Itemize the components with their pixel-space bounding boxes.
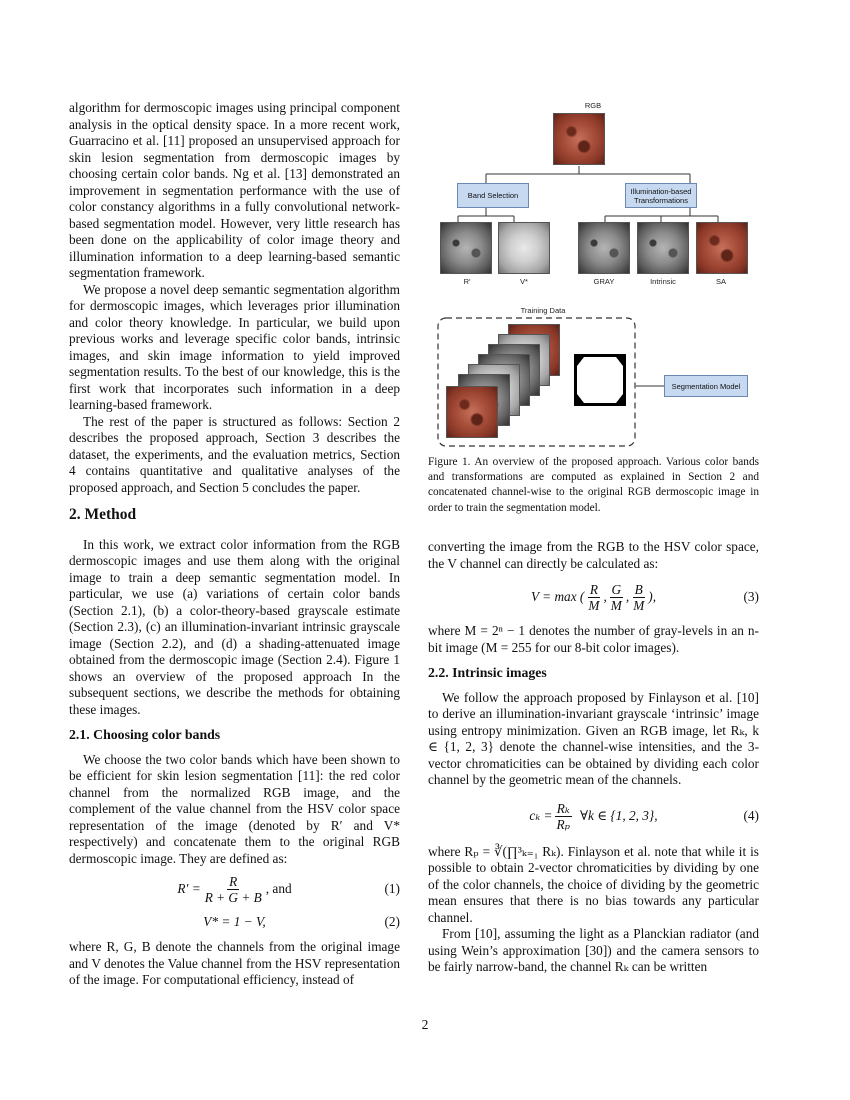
equation-4: cₖ = $\frac{\text{Rₖ}}{\text{Rₚ}}$ ∀k ∈ {1, 2, 3}, (4)	[529, 800, 759, 832]
paragraph: We propose a novel deep semantic segmentation algorithm for dermoscopic images, which leverages prior illumination and color theory knowledge. In particular, we build upon previous works and leverage specific color bands, intrinsic images, and skin image information to yield improved segmentation results. To the best of our knowledge, this is the first work that incorporates such information in a deep learning-based framework.	[69, 281, 400, 412]
equation-number: (3)	[743, 589, 759, 605]
rgb-label: RGB	[584, 101, 602, 110]
equation-number: (4)	[743, 807, 759, 823]
paragraph: We follow the approach proposed by Finlayson et al. [10] to derive an illumination-invariant grayscale ‘intrinsic’ image using entropy minimization. Given an RGB image, let Rₖ, k ∈ {1, 2, 3} denote the channel-wise intensities, and the 3-vector chromaticities can be obtained by dividing each color channel by the geometric mean of the channels.	[428, 689, 759, 787]
right-column	[428, 539, 759, 976]
left-column	[69, 100, 400, 989]
paragraph: algorithm for dermoscopic images using principal component analysis in the optical density space. In a more recent work, Guarracino et al. [11] proposed an unsupervised approach for skin lesion segmentation from dermoscopic images by choosing certain color bands. Ng et al. [13] demonstrated an improvement in segmentation performance with the use of color constancy algorithms in a fully convolutional network-based segmentation model. However, very little research has been done on the applicability of color image theory and illumination information to a deep learning-based semantic segmentation framework.	[69, 100, 400, 280]
sa-image	[696, 222, 748, 274]
label-gray: GRAY	[593, 277, 615, 286]
paragraph: where Rₚ = ∛(∏³ₖ₌₁ Rₖ). Finlayson et al. note that while it is possible to obtain 2-vector chromaticities by dividing by one of the color channels, the choice of dividing by the geometric mean ensures that there is no bias towards any particular channel.	[428, 843, 759, 925]
equation-number: (2)	[384, 913, 400, 929]
band-selection-box: Band Selection	[457, 183, 529, 208]
paragraph: In this work, we extract color information from the RGB dermoscopic images and use them along with the original image to train a deep semantic segmentation model. In particular, we use (a) variations of certain color bands (Section 2.1), (b) a color-theory-based grayscale estimate (Section 2.3), (c) an illumination-invariant intrinsic grayscale image (Section 2.2), and (d) a shading-attenuated image obtained from the dermoscopic image (Section 2.4). Figure 1 shows an overview of the proposed approach In the subsequent sections, we describe the methods for obtaining these images.	[69, 536, 400, 717]
stack-image	[446, 386, 498, 438]
illumination-transformations-box: Illumination-based Transformations	[625, 183, 697, 208]
equation-number: (1)	[384, 881, 400, 897]
paragraph: We choose the two color bands which have been shown to be efficient for skin lesion segmentation [11]: the red color channel from the normalized RGB image, and the complement of the value channel from the HSV color space representation of the image (denoted by R′ and V* respectively) and concatenate them to the original RGB dermoscopic image. They are defined as:	[69, 751, 400, 866]
training-data-label: Training Data	[520, 306, 566, 315]
v-star-image	[498, 222, 550, 274]
label-v-star: V*	[520, 277, 528, 286]
paragraph: From [10], assuming the light as a Planckian radiator (and using Wein’s approximation [30]) and the camera sensors to be fairly narrow-band, the channel Rₖ can be written	[428, 926, 759, 974]
label-r-prime: R′	[463, 277, 471, 286]
paragraph: converting the image from the RGB to the HSV color space, the V channel can directly be calculated as:	[428, 539, 759, 571]
figure-1	[428, 96, 759, 456]
paragraph: The rest of the paper is structured as follows: Section 2 describes the proposed approach, Section 3 describes the dataset, the experiments, and the evaluation metrics, Section 4 contains quantitative and qualitative analyses of the proposed approach, and Section 5 concludes the paper.	[69, 413, 400, 495]
label-intrinsic: Intrinsic	[650, 277, 676, 286]
intrinsic-image	[637, 222, 689, 274]
figure-caption: Figure 1. An overview of the proposed approach. Various color bands and transformations are computed as explained in Section 2 and concatenated channel-wise to the original RGB dermoscopic image in order to train the segmentation model.	[428, 456, 759, 514]
r-prime-image	[440, 222, 492, 274]
equation-3: V = max ( $\frac{R}{M}$ , $\frac{G}{M}$ , $\frac{B}{M}$ ), (3)	[530, 582, 759, 613]
gray-image	[578, 222, 630, 274]
subsection-heading: 2.2. Intrinsic images	[428, 665, 547, 680]
segmentation-model-box: Segmentation Model	[664, 375, 748, 397]
segmentation-mask	[574, 354, 626, 406]
paragraph: where M = 2ⁿ − 1 denotes the number of gray-levels in an n-bit image (M = 255 for our 8-bit color images).	[428, 623, 759, 655]
page-number: 2	[421, 1017, 429, 1032]
subsection-heading: 2.1. Choosing color bands	[69, 727, 221, 742]
label-sa: SA	[715, 277, 726, 286]
section-heading: 2. Method	[69, 506, 137, 523]
equation-2: V* = 1 − V, (2)	[203, 913, 400, 929]
equation-1: R′ = $\frac{R}{R + G + B}$ , and (1)	[177, 874, 400, 905]
paragraph: where R, G, B denote the channels from the original image and V denotes the Value channel from the HSV representation of the image. For computational efficiency, instead of	[69, 939, 400, 987]
fraction: $\frac{R}{R + G + B}$	[204, 874, 262, 905]
